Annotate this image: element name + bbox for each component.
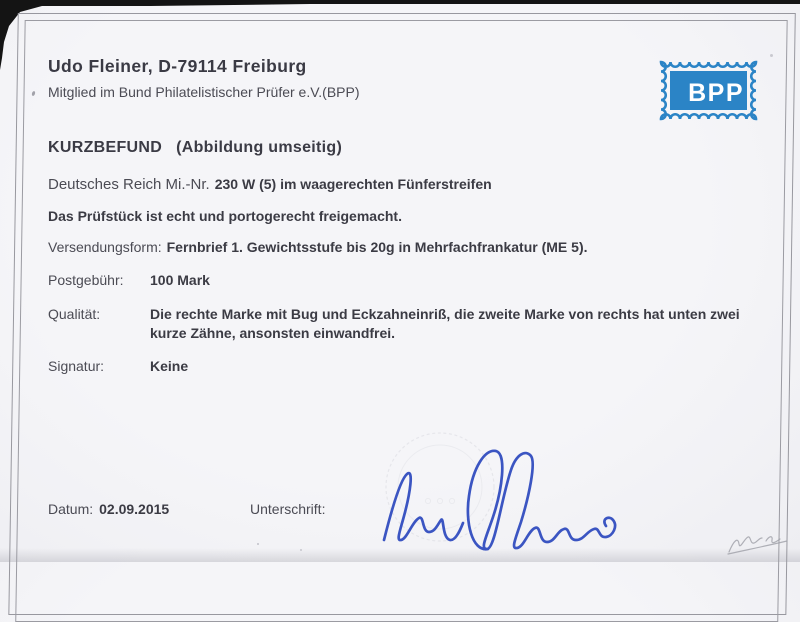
shipping-label: Versendungsform: xyxy=(48,239,162,255)
signatur-value: Keine xyxy=(150,358,189,374)
bpp-stamp-logo xyxy=(652,54,764,128)
authenticity-statement: Das Prüfstück ist echt und portogerecht freigemacht. xyxy=(48,208,402,224)
scan-speck xyxy=(770,54,773,57)
subject-line xyxy=(48,176,492,193)
quality-value-line1: Die rechte Marke mit Bug und Eckzahneinriß, die zweite Marke von rechts hat unten zwei xyxy=(150,306,740,322)
subject-detail: 230 W (5) im waagerechten Fünferstreifen xyxy=(214,176,492,192)
subject-prefix: Deutsches Reich Mi.-Nr. xyxy=(48,176,210,193)
title-main: KURZBEFUND xyxy=(48,139,163,156)
handwritten-signature xyxy=(368,446,620,554)
shipping-value: Fernbrief 1. Gewichtsstufe bis 20g in Mehrfachfrankatur (ME 5). xyxy=(166,239,588,255)
pencil-mark xyxy=(726,532,790,558)
shipping-row xyxy=(48,239,588,255)
examiner-membership: Mitglied im Bund Philatelistischer Prüfer e.V.(BPP) xyxy=(48,84,360,100)
scan-speck xyxy=(257,543,259,545)
title-suffix: (Abbildung umseitig) xyxy=(176,139,343,156)
bpp-logo-text: BPP xyxy=(688,79,744,107)
document-title xyxy=(48,139,342,157)
quality-label: Qualität: xyxy=(48,306,101,322)
quality-value-line2: kurze Zähne, ansonsten einwandfrei. xyxy=(150,325,396,341)
postage-value: 100 Mark xyxy=(150,272,210,288)
examiner-name: Udo Fleiner, D-79114 Freiburg xyxy=(48,56,307,76)
date-label: Datum: xyxy=(48,501,94,517)
postage-label: Postgebühr: xyxy=(48,272,124,288)
signature-label: Unterschrift: xyxy=(250,501,326,517)
date-row xyxy=(48,501,169,517)
scan-speck xyxy=(300,549,302,551)
date-value: 02.09.2015 xyxy=(99,501,170,517)
signatur-label: Signatur: xyxy=(48,358,105,374)
